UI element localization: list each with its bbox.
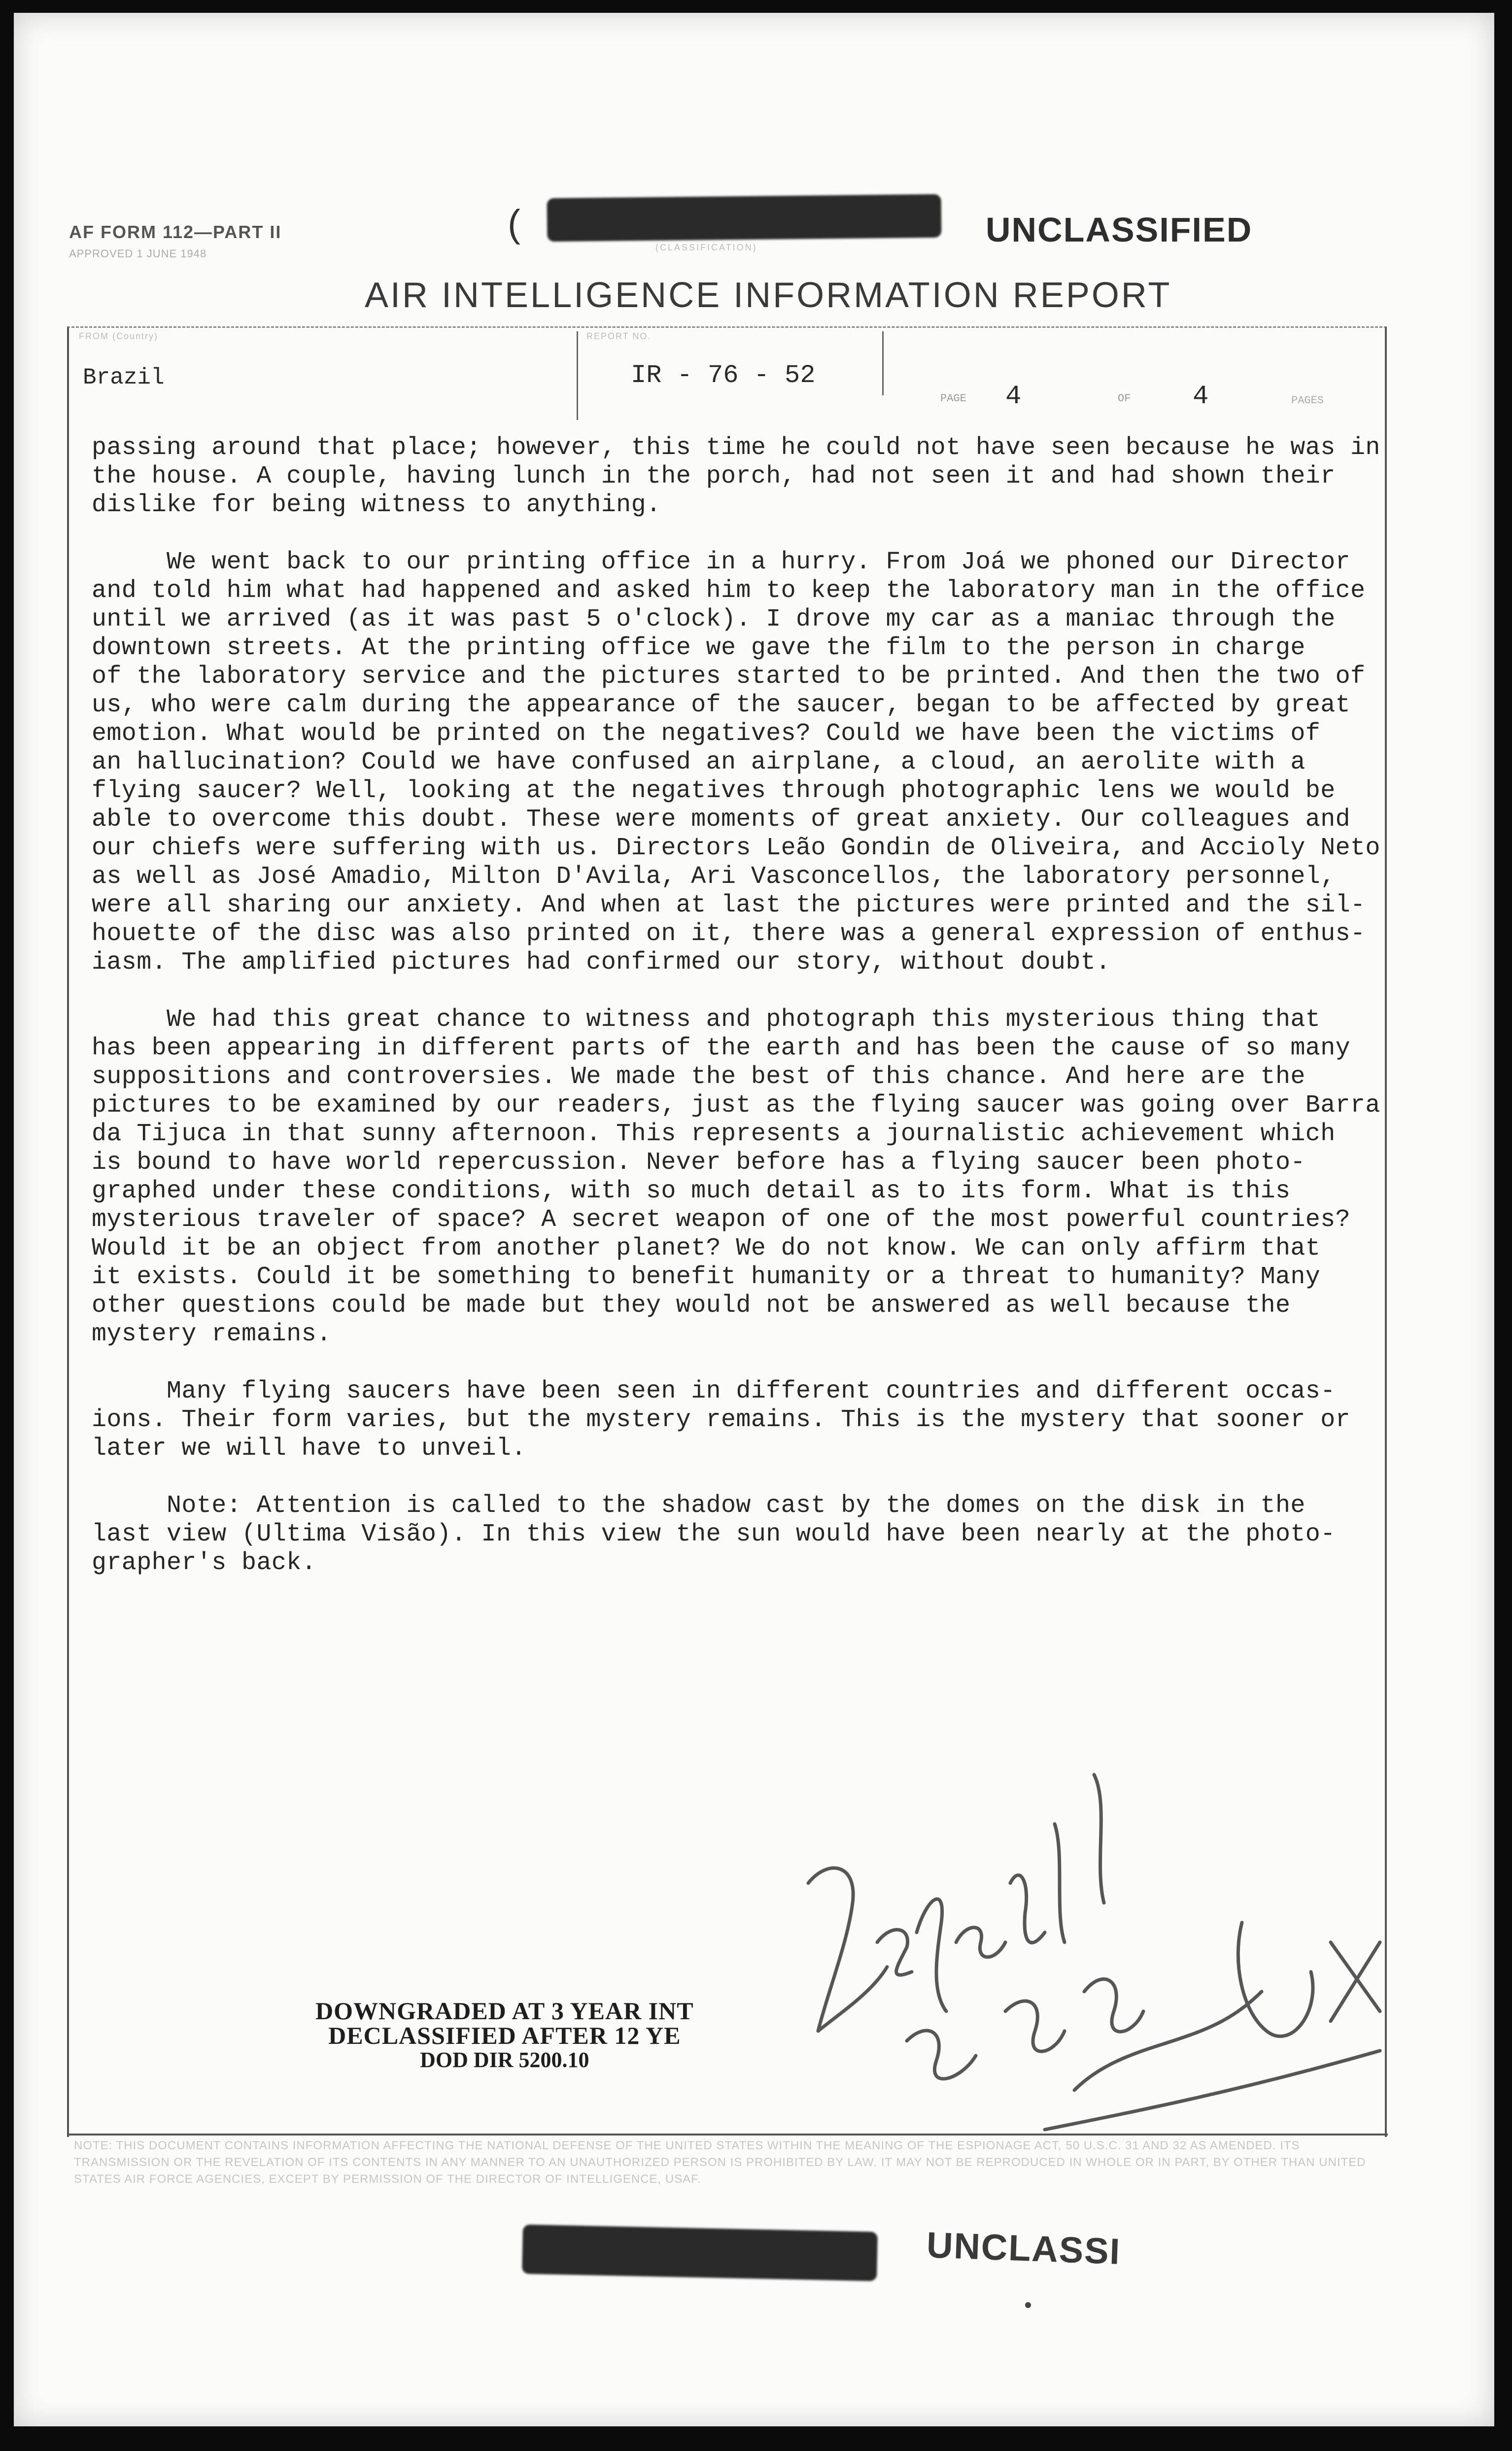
classification-paren: (	[508, 202, 520, 245]
from-label: FROM (Country)	[79, 331, 159, 341]
downgrade-stamp	[315, 1998, 694, 2072]
form-id: AF FORM 112—PART II	[69, 222, 282, 242]
stamp-line-1: DOWNGRADED AT 3 YEAR INT	[315, 1997, 694, 2025]
espionage-notice: NOTE: THIS DOCUMENT CONTAINS INFORMATION AFFECTING THE NATIONAL DEFENSE OF THE UNITED STATES WITHIN THE MEANING OF THE ESPIONAGE ACT, 50 U.S.C. 31 AND 32 AS AMENDED. ITS TRANSMISSION OR THE REVELATION OF ITS CONTENTS IN ANY MANNER TO AN UNAUTHORIZED PERSON IS PROHIBITED BY LAW. IT MAY NOT BE REPRODUCED IN WHOLE OR IN PART, BY OTHER THAN UNITED STATES AIR FORCE AGENCIES, EXCEPT BY PERMISSION OF THE DIRECTOR OF INTELLIGENCE, USAF.	[74, 2139, 1366, 2186]
form-approved-date: APPROVED 1 JUNE 1948	[69, 247, 207, 260]
redaction-mark-bottom	[522, 2224, 878, 2281]
paragraph-1: passing around that place; however, this time he could not have seen because he was in the house. A couple, having lunch in the porch, had not seen it and had shown their dislike for being witness to anything.	[92, 434, 1380, 519]
report-body	[92, 434, 1383, 1577]
classification-stamp-top: UNCLASSIFIED	[986, 210, 1253, 249]
page-dot	[1025, 2302, 1031, 2308]
form-frame-bottom	[67, 2134, 1388, 2136]
stamp-line-2: DECLASSIFIED AFTER 12 YE	[328, 2022, 681, 2049]
paragraph-2: We went back to our printing office in a hurry. From Joá we phoned our Director and told him what had happened and asked him to keep the laboratory man in the office until we arrived (as it was past 5 o'clock). I drove my car as a maniac through the downtown streets. At the printing office we gave the film to the person in charge of the laboratory service and the pictures started to be printed. And then the two of us, who were calm during the appearance of the saucer, began to be affected by great emotion. What would be printed on the negatives? Could we have been the victims of an hallucination? Could we have confused an airplane, a cloud, an aerolite with a flying saucer? Well, looking at the negatives through photographic lens we would be able to overcome this doubt. These were moments of great anxiety. Our colleagues and our chiefs were suffering with us. Directors Leão Gondin de Oliveira, and Accioly Neto as well as José Amadio, Milton D'Avila, Ari Vasconcellos, the laboratory personnel, were all sharing our anxiety. And when at last the pictures were printed and the sil- houette of the disc was also printed on it, there was a general expression of enthus- iasm. The amplified pictures had confirmed our story, without doubt.	[92, 548, 1380, 977]
classification-sublabel: (CLASSIFICATION)	[655, 243, 757, 252]
classification-stamp-bottom: UNCLASSI	[926, 2224, 1122, 2272]
of-label: OF	[1118, 392, 1131, 405]
paragraph-3: We had this great chance to witness and photograph this mysterious thing that has been appearing in different parts of the earth and has been the cause of so many suppositions and controversies. We made the best of this chance. And here are the pictures to be examined by our readers, just as the flying saucer was going over Barra da Tijuca in that sunny afternoon. This represents a journalistic achievement which is bound to have world repercussion. Never before has a flying saucer been photo- graphed under these conditions, with so much detail as to its form. What is this mysterious traveler of space? A secret weapon of one of the most powerful countries? Would it be an object from another planet? We do not know. We can only affirm that it exists. Could it be something to benefit humanity or a threat to humanity? Many other questions could be made but they would not be answered as well because the mystery remains.	[92, 1006, 1380, 1348]
report-no-label: REPORT NO.	[586, 331, 652, 341]
paragraph-4: Many flying saucers have been seen in different countries and different occas- ions. Their form varies, but the mystery remains. This is the mystery that sooner or later we will have to unveil.	[92, 1377, 1351, 1463]
handwritten-signature	[798, 1735, 1390, 2139]
page-number: 4	[1005, 382, 1022, 412]
report-number: IR - 76 - 52	[631, 361, 816, 390]
page-label: PAGE	[940, 392, 966, 405]
pages-label: PAGES	[1291, 394, 1324, 407]
country-value: Brazil	[83, 365, 165, 390]
header-divider-2	[882, 331, 884, 395]
header-divider-1	[577, 331, 578, 420]
total-pages: 4	[1193, 382, 1209, 412]
redaction-mark-top	[547, 194, 942, 242]
stamp-line-3: DOD DIR 5200.10	[420, 2048, 589, 2072]
report-title: AIR INTELLIGENCE INFORMATION REPORT	[365, 276, 1172, 315]
paragraph-note: Note: Attention is called to the shadow cast by the domes on the disk in the last view (Ultima Visão). In this view the sun would have been nearly at the photo- grapher's back.	[92, 1492, 1336, 1577]
